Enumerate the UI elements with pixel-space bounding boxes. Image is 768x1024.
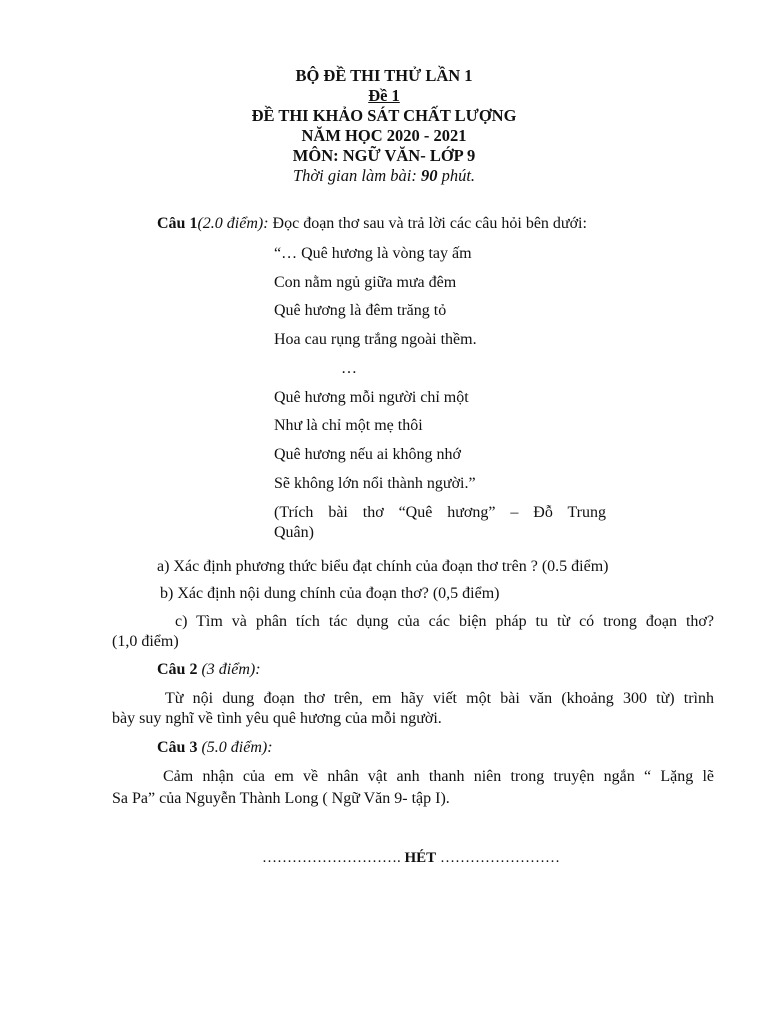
poem-line: Hoa cau rụng trắng ngoài thềm.	[274, 331, 477, 348]
question-3-text-line: Cảm nhận của em về nhân vật anh thanh niên trong truyện ngắn “ Lặng lẽ	[163, 768, 714, 785]
question-3-text-line: Sa Pa” của Nguyễn Thành Long ( Ngữ Văn 9- tập I).	[112, 790, 450, 807]
exam-series-title: BỘ ĐỀ THI THỬ LẦN 1	[295, 66, 473, 85]
question-1-heading: Câu 1(2.0 điểm): Đọc đoạn thơ sau và trả lời các câu hỏi bên dưới:	[157, 215, 587, 232]
poem-line: Quê hương nếu ai không nhớ	[274, 446, 461, 463]
school-year: NĂM HỌC 2020 - 2021	[301, 126, 467, 145]
end-label: HÉT	[404, 850, 437, 866]
poem-line: Quê hương là đêm trăng tỏ	[274, 302, 447, 319]
question-1b: b) Xác định nội dung chính của đoạn thơ? (0,5 điểm)	[160, 585, 500, 602]
question-1c-line: c) Tìm và phân tích tác dụng của các biện pháp tu từ có trong đoạn thơ?	[175, 613, 714, 630]
question-1a: a) Xác định phương thức biểu đạt chính của đoạn thơ trên ? (0.5 điểm)	[157, 558, 609, 575]
poem-line: Như là chỉ một mẹ thôi	[274, 417, 423, 434]
poem-line: Sẽ không lớn nổi thành người.”	[274, 475, 476, 492]
time-limit: Thời gian làm bài: 90 phút.	[292, 166, 476, 185]
exam-number: Đề 1	[368, 86, 400, 105]
exam-header	[0, 66, 768, 186]
poem-source-line: (Trích bài thơ “Quê hương” – Đỗ Trung	[274, 504, 606, 521]
poem-line: “… Quê hương là vòng tay ấm	[274, 245, 472, 262]
question-2-text-line: bày suy nghĩ về tình yêu quê hương của mỗi người.	[112, 710, 442, 727]
subject: MÔN: NGỮ VĂN- LỚP 9	[292, 146, 476, 165]
poem-line: Con nằm ngủ giữa mưa đêm	[274, 274, 457, 291]
poem-source-line: Quân)	[274, 524, 314, 541]
poem-line: Quê hương mỗi người chỉ một	[274, 389, 469, 406]
question-1c-line: (1,0 điểm)	[112, 633, 179, 650]
time-value: 90	[420, 166, 438, 185]
exam-title: ĐỀ THI KHẢO SÁT CHẤT LƯỢNG	[251, 106, 517, 125]
end-marker: ………………………. HÉT ……………………	[262, 850, 560, 866]
poem-ellipsis: …	[341, 360, 357, 377]
question-3-heading: Câu 3 (5.0 điểm):	[157, 739, 273, 756]
question-2-heading: Câu 2 (3 điểm):	[157, 661, 261, 678]
question-2-text-line: Từ nội dung đoạn thơ trên, em hãy viết một bài văn (khoảng 300 từ) trình	[165, 690, 714, 707]
